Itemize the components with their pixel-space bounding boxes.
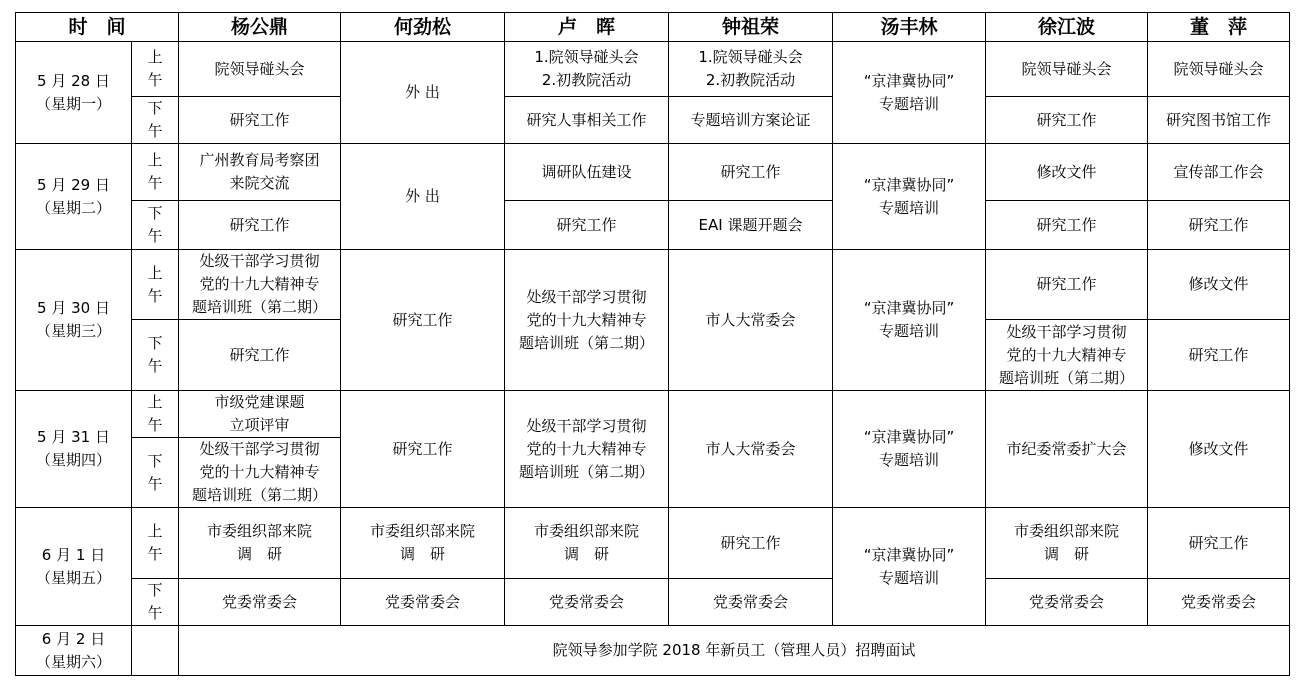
schedule-cell — [833, 42, 986, 144]
cell-line: 院领导碰头会 — [214, 59, 305, 78]
schedule-cell — [669, 42, 833, 97]
cell-line: 立项评审 — [229, 416, 290, 434]
header-time: 时 间 — [16, 13, 179, 42]
cell-line: 市级党建课题 — [214, 393, 305, 411]
schedule-cell — [341, 250, 505, 391]
schedule-cell — [669, 201, 833, 250]
schedule-cell — [179, 42, 341, 97]
schedule-cell — [179, 97, 341, 144]
am-label: 上 午 — [132, 250, 179, 320]
schedule-cell — [505, 97, 669, 144]
schedule-cell — [669, 579, 833, 626]
header-person: 汤丰林 — [833, 13, 986, 42]
cell-line: 院领导碰头会 — [1173, 59, 1264, 78]
schedule-cell — [986, 201, 1148, 250]
day-row-full — [16, 626, 1290, 676]
cell-line: 研究人事相关工作 — [526, 110, 647, 129]
day-row-pm — [16, 97, 1290, 144]
cell-line: 市委组织部来院 — [207, 522, 313, 540]
schedule-cell — [669, 508, 833, 579]
cell-line: 党的十九大精神专 — [526, 310, 647, 329]
cell-line: 专题培训方案论证 — [690, 110, 811, 129]
cell-line: 党的十九大精神专 — [526, 439, 647, 458]
cell-line: 市纪委常委扩大会 — [1006, 439, 1127, 458]
cell-line: “京津冀协同” — [863, 545, 955, 564]
schedule-cell — [669, 97, 833, 144]
cell-line: 研究工作 — [229, 345, 290, 364]
day-row-pm — [16, 579, 1290, 626]
cell-line: 研究工作 — [392, 439, 453, 458]
cell-line: 修改文件 — [1188, 439, 1249, 458]
cell-line: 题培训班（第二期） — [192, 486, 328, 504]
schedule-cell — [505, 201, 669, 250]
day-row-am — [16, 391, 1290, 438]
cell-line: 研究工作 — [720, 162, 781, 181]
header-person: 董 萍 — [1148, 13, 1290, 42]
cell-line: 研究工作 — [720, 533, 781, 552]
day-row-pm — [16, 201, 1290, 250]
cell-line: 修改文件 — [1036, 162, 1097, 181]
cell-line: 研究图书馆工作 — [1166, 110, 1272, 129]
date-cell: 5 月 30 日 （星期三） — [16, 250, 132, 391]
cell-line: 处级干部学习贯彻 — [1006, 322, 1127, 341]
schedule-cell — [505, 42, 669, 97]
cell-line: 外 出 — [405, 187, 440, 205]
schedule-cell — [505, 250, 669, 391]
schedule-cell — [341, 579, 505, 626]
empty-cell — [132, 626, 179, 676]
schedule-cell — [1148, 320, 1290, 391]
pm-label: 下 午 — [132, 201, 179, 250]
cell-line: 研究工作 — [1188, 533, 1249, 552]
schedule-cell — [179, 144, 341, 201]
schedule-cell — [179, 579, 341, 626]
schedule-cell — [1148, 250, 1290, 320]
cell-line: 研究工作 — [229, 110, 290, 129]
cell-line: 2.初教院活动 — [705, 71, 796, 89]
cell-line: 1.院领导碰头会 — [698, 48, 803, 66]
schedule-cell — [179, 508, 341, 579]
pm-label: 下 午 — [132, 320, 179, 391]
cell-line: 专题培训 — [879, 451, 940, 469]
schedule-cell — [505, 391, 669, 508]
schedule-cell — [1148, 201, 1290, 250]
cell-line: 处级干部学习贯彻 — [199, 440, 320, 458]
cell-line: 题培训班（第二期） — [999, 368, 1135, 387]
date-cell: 5 月 31 日 （星期四） — [16, 391, 132, 508]
schedule-cell — [341, 42, 505, 144]
header-person: 钟祖荣 — [669, 13, 833, 42]
schedule-cell — [986, 320, 1148, 391]
day-row-am — [16, 144, 1290, 201]
cell-line: 市委组织部来院 — [534, 522, 640, 540]
schedule-cell — [833, 508, 986, 626]
schedule-cell — [505, 508, 669, 579]
cell-line: 专题培训 — [879, 198, 940, 217]
schedule-cell — [1148, 97, 1290, 144]
schedule-cell — [341, 144, 505, 250]
cell-line: 处级干部学习贯彻 — [526, 287, 647, 306]
day-row-am — [16, 508, 1290, 579]
schedule-cell — [505, 144, 669, 201]
cell-line: 研究工作 — [229, 215, 290, 234]
pm-label: 下 午 — [132, 579, 179, 626]
cell-line: 专题培训 — [879, 322, 940, 340]
cell-line: 研究工作 — [1188, 215, 1249, 234]
am-label: 上 午 — [132, 42, 179, 97]
schedule-cell — [833, 391, 986, 508]
day-row-am — [16, 42, 1290, 97]
cell-line: 党委常委会 — [713, 592, 789, 611]
cell-line: 调 研 — [400, 545, 446, 563]
cell-line: 党委常委会 — [549, 592, 625, 611]
schedule-cell — [1148, 579, 1290, 626]
cell-line: 党的十九大精神专 — [199, 275, 320, 293]
cell-line: 处级干部学习贯彻 — [526, 416, 647, 435]
schedule-cell — [986, 144, 1148, 201]
cell-line: 研究工作 — [1036, 215, 1097, 234]
date-cell: 6 月 1 日 （星期五） — [16, 508, 132, 626]
am-label: 上 午 — [132, 508, 179, 579]
schedule-cell — [986, 391, 1148, 508]
schedule-cell — [179, 438, 341, 508]
cell-line: 研究工作 — [392, 310, 453, 329]
cell-line: 研究工作 — [1036, 110, 1097, 129]
cell-line: 题培训班（第二期） — [192, 298, 328, 316]
cell-line: 党委常委会 — [385, 592, 461, 611]
cell-line: 党的十九大精神专 — [199, 463, 320, 481]
cell-line: 党委常委会 — [222, 592, 298, 611]
date-cell: 5 月 29 日 （星期二） — [16, 144, 132, 250]
cell-line: 研究工作 — [1036, 275, 1097, 293]
cell-line: 专题培训 — [879, 568, 940, 587]
schedule-cell — [986, 97, 1148, 144]
date-cell: 5 月 28 日 （星期一） — [16, 42, 132, 144]
pm-label: 下 午 — [132, 438, 179, 508]
cell-line: “京津冀协同” — [863, 428, 955, 446]
schedule-cell — [179, 320, 341, 391]
schedule-cell — [986, 579, 1148, 626]
cell-line: 市人大常委会 — [705, 439, 796, 458]
date-cell: 6 月 2 日 （星期六） — [16, 626, 132, 676]
schedule-cell — [341, 508, 505, 579]
cell-line: 党的十九大精神专 — [1006, 345, 1127, 364]
schedule-cell — [179, 201, 341, 250]
am-label: 上 午 — [132, 144, 179, 201]
schedule-cell — [669, 250, 833, 391]
header-person: 徐江波 — [986, 13, 1148, 42]
cell-line: 院领导碰头会 — [1021, 59, 1112, 78]
cell-line: 市委组织部来院 — [1014, 522, 1120, 540]
cell-line: “京津冀协同” — [863, 71, 955, 90]
cell-line: 市委组织部来院 — [370, 522, 476, 540]
cell-line: 2.初教院活动 — [541, 71, 632, 89]
schedule-cell — [833, 144, 986, 250]
cell-line: 修改文件 — [1188, 275, 1249, 293]
schedule-cell — [179, 391, 341, 438]
schedule-cell — [505, 579, 669, 626]
day-row-am — [16, 250, 1290, 320]
schedule-cell — [986, 42, 1148, 97]
schedule-cell — [986, 250, 1148, 320]
cell-line: 党委常委会 — [1181, 592, 1257, 611]
cell-line: 处级干部学习贯彻 — [199, 252, 320, 270]
schedule-cell — [1148, 391, 1290, 508]
cell-line: 题培训班（第二期） — [519, 462, 655, 481]
schedule-cell — [833, 250, 986, 391]
schedule-cell — [669, 391, 833, 508]
cell-line: 研究工作 — [556, 215, 617, 234]
schedule-cell — [179, 250, 341, 320]
cell-line: “京津冀协同” — [863, 175, 955, 194]
schedule-cell — [1148, 144, 1290, 201]
cell-line: 广州教育局考察团 — [199, 151, 320, 169]
cell-line: 专题培训 — [879, 94, 940, 113]
cell-line: 1.院领导碰头会 — [534, 48, 639, 66]
cell-line: EAI 课题开题会 — [698, 215, 803, 234]
header-person: 何劲松 — [341, 13, 505, 42]
cell-line: 研究工作 — [1188, 345, 1249, 364]
cell-line: 调 研 — [564, 545, 610, 563]
note-cell: 院领导参加学院 2018 年新员工（管理人员）招聘面试 — [179, 626, 1290, 676]
cell-line: 外 出 — [405, 83, 440, 101]
cell-line: “京津冀协同” — [863, 299, 955, 317]
header-person: 卢 晖 — [505, 13, 669, 42]
cell-line: 调研队伍建设 — [541, 162, 632, 181]
schedule-cell — [1148, 42, 1290, 97]
pm-label: 下 午 — [132, 97, 179, 144]
cell-line: 调 研 — [1044, 545, 1090, 563]
schedule-cell — [341, 391, 505, 508]
schedule-cell — [986, 508, 1148, 579]
cell-line: 来院交流 — [229, 174, 290, 192]
cell-line: 题培训班（第二期） — [519, 333, 655, 352]
cell-line: 宣传部工作会 — [1173, 162, 1264, 181]
cell-line: 调 研 — [237, 545, 283, 563]
leader-weekly-schedule-table — [15, 12, 1290, 676]
schedule-cell — [1148, 508, 1290, 579]
header-person: 杨公鼎 — [179, 13, 341, 42]
cell-line: 党委常委会 — [1029, 592, 1105, 611]
schedule-cell — [669, 144, 833, 201]
am-label: 上 午 — [132, 391, 179, 438]
cell-line: 市人大常委会 — [705, 310, 796, 329]
header-row — [16, 13, 1290, 42]
